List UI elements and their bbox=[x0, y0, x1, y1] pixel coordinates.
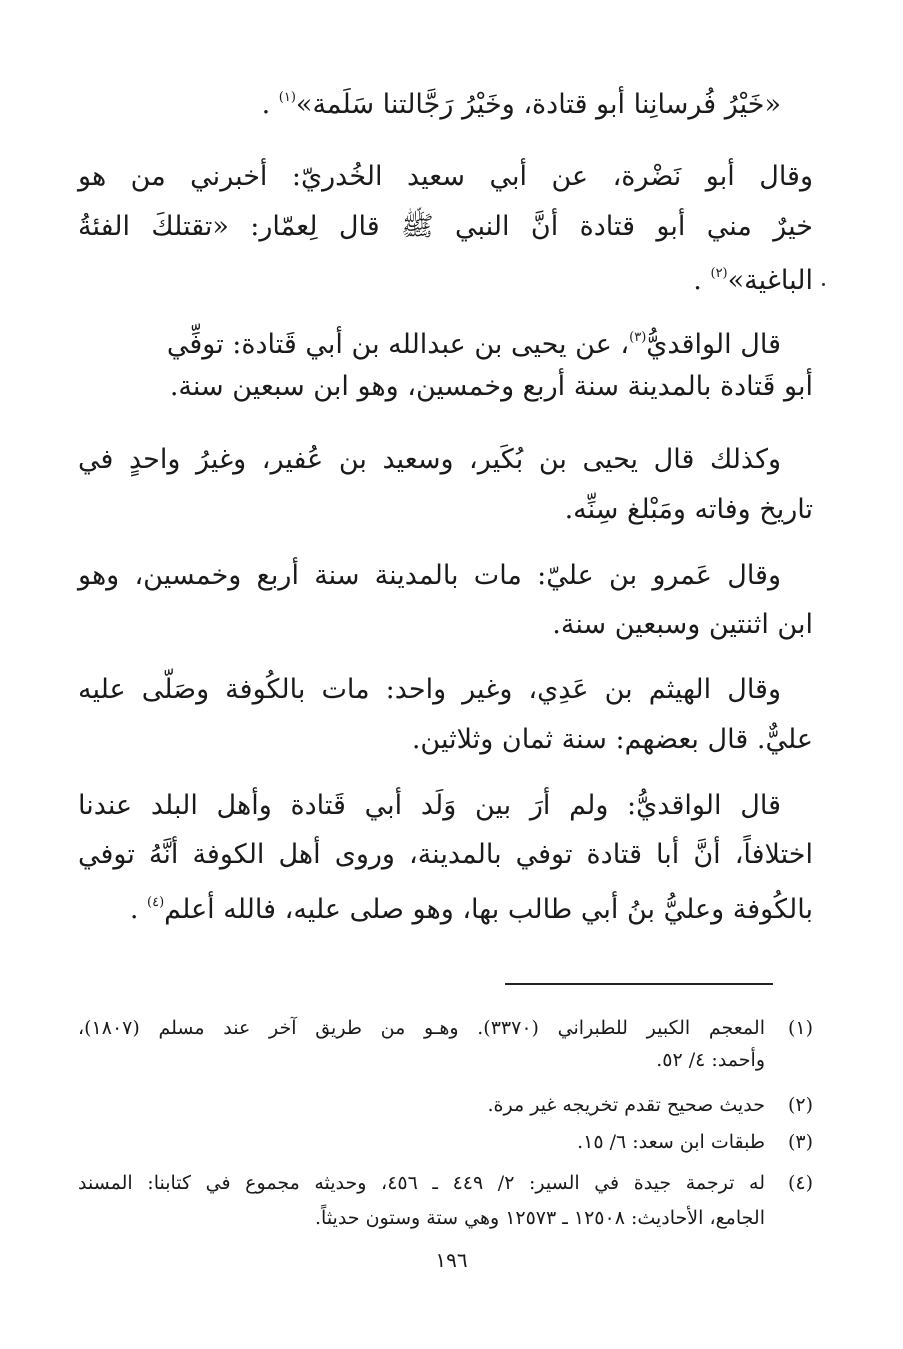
footnote-text: المعجم الكبير للطبراني (٣٣٧٠). وهـو من طريق آخر عند مسلم (١٨٠٧)، bbox=[78, 1017, 765, 1039]
footnote-4-continuation: الجامع، الأحاديث: ١٢٥٠٨ ـ ١٢٥٧٣ وهي ستة وستون حديثاً. bbox=[314, 1207, 765, 1229]
paragraph-4-line-1: وكذلك قال يحيى بن بُكَير، وسعيد بن عُفير، وغيرُ واحدٍ في bbox=[78, 444, 781, 475]
footnote-1-continuation: وأحمد: ٤/ ٥٢. bbox=[656, 1049, 765, 1071]
footnote-text: له ترجمة جيدة في السير: ٢/ ٤٤٩ ـ ٤٥٦، وحديثه مجموع في كتابنا: المسند bbox=[78, 1172, 765, 1194]
paragraph-2-line-3: الباغية» bbox=[727, 265, 813, 296]
footnote-number: (٢) bbox=[787, 1094, 813, 1116]
footnote-ref-2: (٢) bbox=[710, 266, 728, 281]
paragraph-6-line-2: عليٌّ. قال بعضهم: سنة ثمان وثلاثين. bbox=[411, 724, 813, 755]
paragraph-2-end: . bbox=[693, 265, 702, 296]
paragraph-3-line-1b: ، عن يحيى بن عبدالله بن أبي قَتادة: توفِّي bbox=[166, 329, 630, 360]
footnote-separator bbox=[505, 983, 773, 985]
paragraph-4-line-2: تاريخ وفاته ومَبْلغ سِنِّه. bbox=[564, 494, 813, 525]
paragraph-6-line-1: وقال الهيثم بن عَدِي، وغير واحد: مات بالكُوفة وصَلّى عليه bbox=[78, 674, 781, 705]
paragraph-1-line-1: «خَيْرُ فُرسانِنا أبو قتادة، وخَيْرُ رَجَّالتنا سَلَمة» bbox=[295, 89, 781, 120]
paragraph-7-line-1: قال الواقديُّ: ولم أرَ بين وَلَد أبي قَتادة وأهل البلد عندنا bbox=[78, 790, 781, 821]
footnote-number: (٣) bbox=[787, 1131, 813, 1153]
text-line bbox=[130, 883, 813, 930]
text-line bbox=[78, 318, 781, 365]
paragraph-3-line-1a: قال الواقديُّ bbox=[646, 329, 781, 360]
footnote-number: (٤) bbox=[787, 1172, 813, 1194]
text-line bbox=[693, 254, 813, 301]
footnote-ref-4: (٤) bbox=[147, 895, 165, 910]
paragraph-2-line-1: وقال أبو نَضْرة، عن أبي سعيد الخُدريّ: أخبرني من هو bbox=[78, 161, 813, 192]
footnote-ref-3: (٣) bbox=[629, 330, 647, 345]
paragraph-7-end: . bbox=[129, 894, 139, 925]
paragraph-7-line-2: اختلافاً، أنَّ أبا قتادة توفي بالمدينة، وروى أهل الكوفة أنَّهُ توفي bbox=[78, 839, 813, 870]
paragraph-5-line-2: ابن اثنتين وسبعين سنة. bbox=[552, 609, 813, 640]
paragraph-3-line-2: أبو قَتادة بالمدينة سنة أربع وخمسين، وهو ابن سبعين سنة. bbox=[169, 371, 813, 402]
footnote-text: حديث صحيح تقدم تخريجه غير مرة. bbox=[487, 1094, 765, 1116]
footnote-text: طبقات ابن سعد: ٦/ ١٥. bbox=[577, 1131, 765, 1153]
paragraph-5-line-1: وقال عَمرو بن عليّ: مات بالمدينة سنة أربع وخمسين، وهو bbox=[78, 560, 781, 591]
footnote-number: (١) bbox=[787, 1017, 813, 1039]
page-number: ١٩٦ bbox=[435, 1248, 468, 1272]
stray-mark bbox=[822, 283, 825, 286]
footnote-ref-1: (١) bbox=[278, 90, 296, 105]
paragraph-1-end: . bbox=[261, 89, 271, 120]
paragraph-2-line-2: خيرٌ مني أبو قتادة أنَّ النبي ﷺ قال لِعمّار: «تقتلكَ الفئةُ bbox=[78, 211, 813, 242]
paragraph-7-line-3: بالكُوفة وعليُّ بنُ أبي طالب بها، وهو صلى عليه، فالله أعلم bbox=[164, 894, 813, 925]
text-line bbox=[262, 78, 781, 125]
